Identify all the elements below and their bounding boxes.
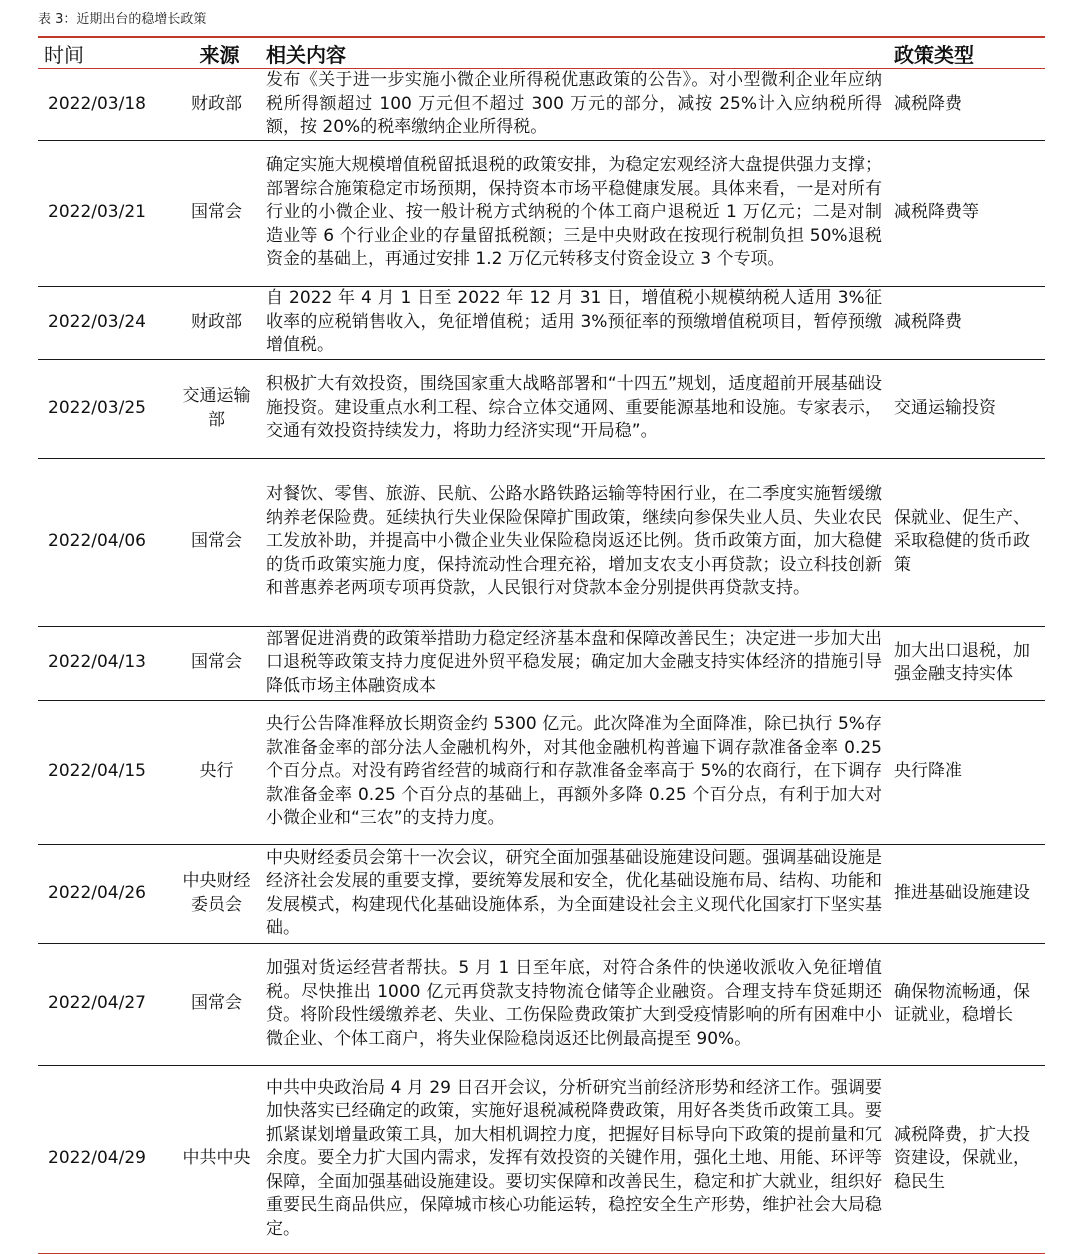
- table-row: [38, 69, 1045, 141]
- row-type: 推进基础设施建设: [888, 844, 1045, 943]
- row-source: 财政部: [173, 69, 260, 141]
- row-source: 中共中央: [173, 1065, 260, 1253]
- row-date: 2022/03/24: [38, 286, 173, 359]
- row-type: 交通运输投资: [888, 359, 1045, 458]
- row-type: 保就业、促生产、采取稳健的货币政策: [888, 458, 1045, 626]
- row-date: 2022/04/27: [38, 943, 173, 1065]
- header-source: 来源: [173, 37, 260, 69]
- table-caption: 表 3：近期出台的稳增长政策: [38, 12, 207, 27]
- row-type: 减税降费: [888, 286, 1045, 359]
- table-row: [38, 359, 1045, 458]
- row-type: 减税降费，扩大投资建设，保就业，稳民生: [888, 1065, 1045, 1253]
- row-type: 加大出口退税，加强金融支持实体: [888, 626, 1045, 700]
- policy-table: [38, 36, 1045, 1254]
- row-date: 2022/04/06: [38, 458, 173, 626]
- row-source: 国常会: [173, 626, 260, 700]
- header-content: 相关内容: [260, 37, 888, 69]
- table-row: [38, 1065, 1045, 1253]
- header-type: 政策类型: [888, 37, 1045, 69]
- header-row: [38, 37, 1045, 69]
- row-source: 中央财经委员会: [173, 844, 260, 943]
- row-content: 积极扩大有效投资，围绕国家重大战略部署和“十四五”规划，适度超前开展基础设施投资。建设重点水利工程、综合立体交通网、重要能源基地和设施。专家表示，交通有效投资持续发力，将助力经济实现“开局稳”。: [260, 359, 888, 458]
- row-source: 国常会: [173, 943, 260, 1065]
- row-content: 加强对货运经营者帮扶。5 月 1 日至年底，对符合条件的快递收派收入免征增值税。尽快推出 1000 亿元再贷款支持物流仓储等企业融资。合理支持车贷延期还贷。将阶段性缓缴养老、失业、工伤保险费政策扩大到受疫情影响的所有困难中小微企业、个体工商户，将失业保险稳岗返还比例最高提至 90%。: [260, 943, 888, 1065]
- row-date: 2022/03/25: [38, 359, 173, 458]
- table-row: [38, 943, 1045, 1065]
- table-row: [38, 140, 1045, 286]
- row-source: 国常会: [173, 140, 260, 286]
- row-content: 部署促进消费的政策举措助力稳定经济基本盘和保障改善民生；决定进一步加大出口退税等政策支持力度促进外贸平稳发展；确定加大金融支持实体经济的措施引导降低市场主体融资成本: [260, 626, 888, 700]
- table-row: [38, 458, 1045, 626]
- row-date: 2022/04/15: [38, 700, 173, 844]
- row-content: 中央财经委员会第十一次会议，研究全面加强基础设施建设问题。强调基础设施是经济社会发展的重要支撑，要统筹发展和安全，优化基础设施布局、结构、功能和发展模式，构建现代化基础设施体系，为全面建设社会主义现代化国家打下坚实基础。: [260, 844, 888, 943]
- row-date: 2022/03/18: [38, 69, 173, 141]
- row-content: 对餐饮、零售、旅游、民航、公路水路铁路运输等特困行业，在二季度实施暂缓缴纳养老保险费。延续执行失业保险保障扩围政策，继续向参保失业人员、失业农民工发放补助，并提高中小微企业失业保险稳岗返还比例。货币政策方面，加大稳健的货币政策实施力度，保持流动性合理充裕，增加支农支小再贷款；设立科技创新和普惠养老两项专项再贷款，人民银行对贷款本金分别提供再贷款支持。: [260, 458, 888, 626]
- row-type: 确保物流畅通，保证就业，稳增长: [888, 943, 1045, 1065]
- row-type: 减税降费等: [888, 140, 1045, 286]
- row-type: 减税降费: [888, 69, 1045, 141]
- header-date: 时间: [38, 37, 173, 69]
- row-source: 交通运输部: [173, 359, 260, 458]
- row-content: 自 2022 年 4 月 1 日至 2022 年 12 月 31 日，增值税小规模纳税人适用 3%征收率的应税销售收入，免征增值税；适用 3%预征率的预缴增值税项目，暂停预缴增值税。: [260, 286, 888, 359]
- row-source: 国常会: [173, 458, 260, 626]
- row-date: 2022/04/26: [38, 844, 173, 943]
- row-source: 央行: [173, 700, 260, 844]
- row-date: 2022/04/13: [38, 626, 173, 700]
- row-content: 中共中央政治局 4 月 29 日召开会议，分析研究当前经济形势和经济工作。强调要加快落实已经确定的政策，实施好退税减税降费政策，用好各类货币政策工具。要抓紧谋划增量政策工具，加大相机调控力度，把握好目标导向下政策的提前量和冗余度。要全力扩大国内需求，发挥有效投资的关键作用，强化土地、用能、环评等保障，全面加强基础设施建设。要切实保障和改善民生，稳定和扩大就业，组织好重要民生商品供应，保障城市核心功能运转，稳控安全生产形势，维护社会大局稳定。: [260, 1065, 888, 1253]
- row-content: 确定实施大规模增值税留抵退税的政策安排，为稳定宏观经济大盘提供强力支撑；部署综合施策稳定市场预期，保持资本市场平稳健康发展。具体来看，一是对所有行业的小微企业、按一般计税方式纳税的个体工商户退税近 1 万亿元；二是对制造业等 6 个行业企业的存量留抵税额；三是中央财政在按现行税制负担 50%退税资金的基础上，再通过安排 1.2 万亿元转移支付资金设立 3 个专项。: [260, 140, 888, 286]
- row-type: 央行降准: [888, 700, 1045, 844]
- table-row: [38, 700, 1045, 844]
- row-content: 央行公告降准释放长期资金约 5300 亿元。此次降准为全面降准，除已执行 5%存款准备金率的部分法人金融机构外，对其他金融机构普遍下调存款准备金率 0.25 个百分点。对没有跨省经营的城商行和存款准备金率高于 5%的农商行，在下调存款准备金率 0.25 个百分点的基础上，再额外多降 0.25 个百分点，有利于加大对小微企业和“三农”的支持力度。: [260, 700, 888, 844]
- row-source: 财政部: [173, 286, 260, 359]
- row-date: 2022/04/29: [38, 1065, 173, 1253]
- row-content: 发布《关于进一步实施小微企业所得税优惠政策的公告》。对小型微利企业年应纳税所得额超过 100 万元但不超过 300 万元的部分，减按 25%计入应纳税所得额，按 20%的税率缴纳企业所得税。: [260, 69, 888, 141]
- table-row: [38, 626, 1045, 700]
- row-date: 2022/03/21: [38, 140, 173, 286]
- table-row: [38, 844, 1045, 943]
- table-row: [38, 286, 1045, 359]
